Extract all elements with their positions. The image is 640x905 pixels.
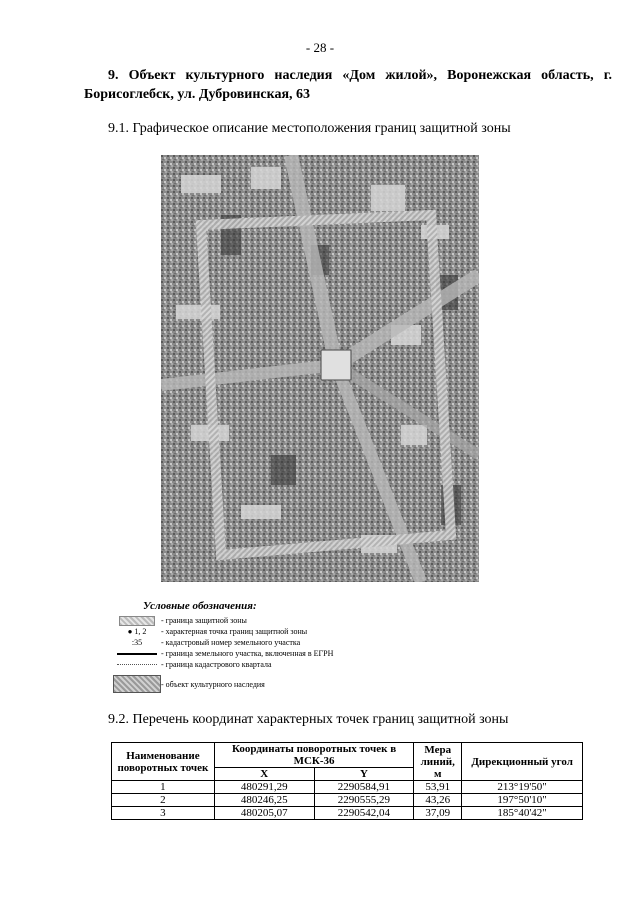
legend-item: - граница кадастрового квартала: [113, 659, 413, 670]
header-coordinates: Координаты поворотных точек в МСК-36: [214, 743, 413, 768]
section-1-title: 9.1. Графическое описание местоположения границ защитной зоны: [108, 121, 511, 136]
coordinates-table: [111, 742, 583, 820]
header-point-name: Наименование поворотных точек: [112, 743, 215, 781]
legend-title: Условные обозначения:: [143, 600, 257, 612]
aerial-map-image: [161, 155, 479, 582]
map-legend: [113, 600, 413, 695]
section-2-title: 9.2. Перечень координат характерных точек границ защитной зоны: [108, 712, 509, 727]
header-y: Y: [314, 768, 414, 781]
page-number: - 28 -: [305, 40, 335, 55]
section-heading: 9. Объект культурного наследия «Дом жилой», Воронежская область, г. Борисоглебск, ул. Дубровинская, 63: [84, 68, 612, 102]
legend-item: ● 1, 2 - характерная точка границ защитной зоны: [113, 626, 413, 637]
quarter-boundary-swatch: [117, 664, 157, 665]
legend-item: - объект культурного наследия: [113, 673, 413, 695]
parcel-boundary-swatch: [117, 653, 157, 655]
legend-item: :35 - кадастровый номер земельного участка: [113, 637, 413, 648]
table-row: 2 480246,25 2290555,29 43,26 197°50'10": [112, 794, 583, 807]
map-drawing: [161, 155, 479, 582]
header-direction-angle: Дирекционный угол: [462, 743, 583, 781]
legend-item: - граница защитной зоны: [113, 615, 413, 626]
legend-item: - граница земельного участка, включенная в ЕГРН: [113, 648, 413, 659]
point-symbol: ● 1, 2: [127, 627, 147, 636]
table-row: 3 480205,07 2290542,04 37,09 185°40'42": [112, 807, 583, 820]
heritage-object-swatch: [113, 675, 161, 693]
zone-boundary-swatch: [119, 616, 155, 626]
table-row: 1 480291,29 2290584,91 53,91 213°19'50": [112, 781, 583, 794]
cadastral-number-symbol: :35: [131, 638, 143, 647]
header-x: X: [214, 768, 314, 781]
header-line-length: Мера линий, м: [414, 743, 462, 781]
